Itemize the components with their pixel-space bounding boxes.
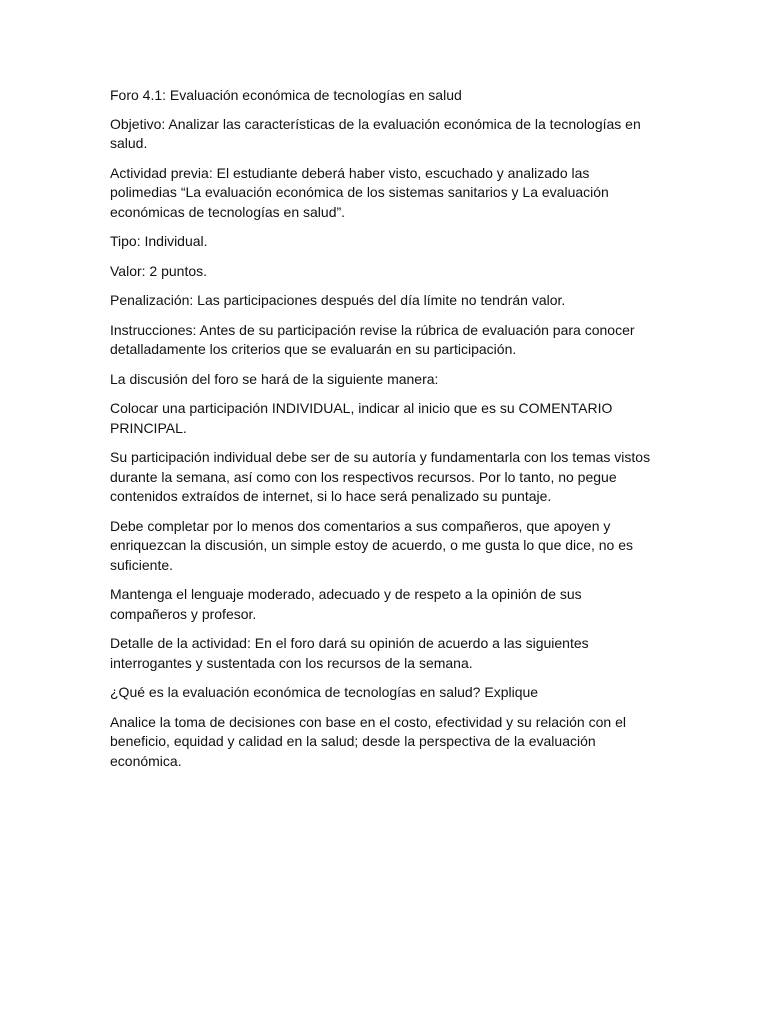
paragraph-objetivo: Objetivo: Analizar las características de la evaluación económica de la tecnologías en salud. <box>110 115 641 151</box>
paragraph-valor: Valor: 2 puntos. <box>110 262 208 279</box>
paragraph-pregunta-2: Analice la toma de decisiones con base en el costo, efectividad y su relación con el beneficio, equidad y calidad en la salud; desde la perspectiva de la evaluación económica. <box>110 713 626 769</box>
paragraph-comentarios: Debe completar por lo menos dos comentarios a sus compañeros, que apoyen y enriquezcan la discusión, un simple estoy de acuerdo, o me gusta lo que dice, no es suficiente. <box>110 517 633 573</box>
paragraph-lenguaje: Mantenga el lenguaje moderado, adecuado y de respeto a la opinión de sus compañeros y profesor. <box>110 586 582 622</box>
document-page <box>110 86 660 781</box>
paragraph-autoria: Su participación individual debe ser de su autoría y fundamentarla con los temas vistos durante la semana, así como con los respectivos recursos. Por lo tanto, no pegue contenidos extraídos de internet, si lo hace será penalizado su puntaje. <box>110 449 651 504</box>
paragraph-participacion-individual: Colocar una participación INDIVIDUAL, indicar al inicio que es su COMENTARIO PRINCIPAL. <box>110 400 613 436</box>
paragraph-detalle-actividad: Detalle de la actividad: En el foro dará su opinión de acuerdo a las siguientes interrogantes y sustentada con los recursos de la semana. <box>110 635 589 671</box>
paragraph-instrucciones: Instrucciones: Antes de su participación revise la rúbrica de evaluación para conocer detalladamente los criterios que se evaluarán en su participación. <box>110 321 635 357</box>
paragraph-actividad-previa: Actividad previa: El estudiante deberá haber visto, escuchado y analizado las polimedias “La evaluación económica de los sistemas sanitarios y La evaluación económicas de tecnologías en salud”. <box>110 164 609 220</box>
paragraph-tipo: Tipo: Individual. <box>110 233 208 249</box>
paragraph-discusion: La discusión del foro se hará de la siguiente manera: <box>110 370 439 387</box>
paragraph-pregunta-1: ¿Qué es la evaluación económica de tecnologías en salud? Explique <box>110 684 539 700</box>
paragraph-penalizacion: Penalización: Las participaciones después del día límite no tendrán valor. <box>110 292 566 308</box>
document-title: Foro 4.1: Evaluación económica de tecnologías en salud <box>110 87 462 103</box>
